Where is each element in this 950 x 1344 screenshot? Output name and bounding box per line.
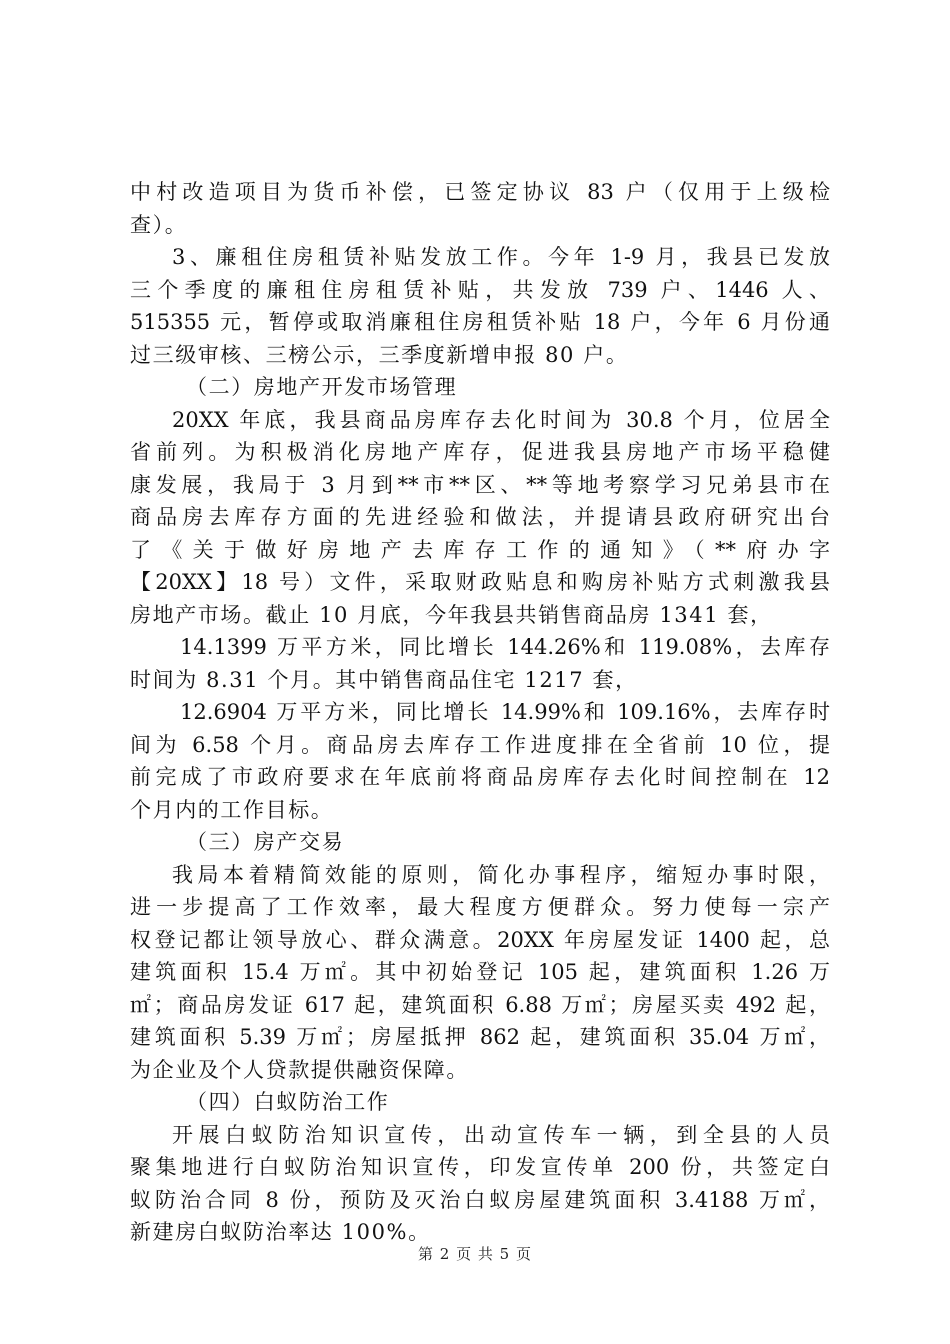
text-line: 前完成了市政府要求在年底前将商品房库存去化时间控制在 12 [130,765,830,789]
section-heading: （三）房产交易 [186,830,345,854]
text-line: 12.6904 万平方米，同比增长 14.99%和 109.16%，去库存时 [180,700,830,724]
document-body [130,176,830,1249]
text-line: 3、廉租住房租赁补贴发放工作。今年 1-9 月，我县已发放 [172,245,830,269]
text-line: 建筑面积 5.39 万㎡；房屋抵押 862 起，建筑面积 35.04 万㎡， [130,1025,830,1049]
text-line: 省前列。为积极消化房地产库存，促进我县房地产市场平稳健 [130,440,830,464]
page-number-footer: 第 2 页 共 5 页 [418,1245,532,1263]
text-line: 515355 元，暂停或取消廉租住房租赁补贴 18 户，今年 6 月份通 [130,310,830,334]
section-heading: （四）白蚁防治工作 [186,1090,390,1114]
text-line: 建筑面积 15.4 万㎡。其中初始登记 105 起，建筑面积 1.26 万 [130,960,830,984]
text-line: 14.1399 万平方米，同比增长 144.26%和 119.08%，去库存 [180,635,830,659]
text-line: 开展白蚁防治知识宣传，出动宣传车一辆，到全县的人员 [172,1122,830,1147]
section-heading: （二）房地产开发市场管理 [186,375,458,399]
text-line: 过三级审核、三榜公示，三季度新增申报 80 户。 [130,342,629,367]
text-line: 20XX 年底，我县商品房库存去化时间为 30.8 个月，位居全 [172,407,830,432]
text-line: 房地产市场。截止 10 月底，今年我县共销售商品房 1341 套， [130,602,773,627]
text-line: 中村改造项目为货币补偿，已签定协议 83 户（仅用于上级检 [130,180,830,204]
text-line: 蚁防治合同 8 份，预防及灭治白蚁房屋建筑面积 3.4188 万㎡， [130,1187,830,1212]
text-line: 康发展，我局于 3 月到**市**区、**等地考察学习兄弟县市在 [130,472,830,497]
text-line: 聚集地进行白蚁防治知识宣传，印发宣传单 200 份，共签定白 [130,1155,830,1179]
text-line: 查）。 [130,212,188,237]
text-line: 新建房白蚁防治率达 100%。 [130,1220,431,1244]
text-line: 为企业及个人贷款提供融资保障。 [130,1057,469,1082]
text-line: 个月内的工作目标。 [130,797,334,822]
text-line: 时间为 8.31 个月。其中销售商品住宅 1217 套， [130,667,638,692]
text-line: 商品房去库存方面的先进经验和做法，并提请县政府研究出台 [130,505,830,529]
text-line: 间为 6.58 个月。商品房去库存工作进度排在全省前 10 位，提 [130,732,830,757]
text-line: 权登记都让领导放心、群众满意。20XX 年房屋发证 1400 起，总 [130,927,830,952]
text-line: ㎡；商品房发证 617 起，建筑面积 6.88 万㎡；房屋买卖 492 起， [130,992,830,1017]
text-line: 进一步提高了工作效率，最大程度方便群众。努力使每一宗产 [130,895,830,919]
text-line: 三个季度的廉租住房租赁补贴，共发放 739 户、1446 人、 [130,277,830,302]
text-line: 【20XX】18 号）文件，采取财政贴息和购房补贴方式刺激我县 [130,570,830,594]
text-line: 我局本着精简效能的原则，简化办事程序，缩短办事时限， [172,862,830,887]
text-line: 了《关于做好房地产去库存工作的通知》（**府办字 [130,537,830,562]
